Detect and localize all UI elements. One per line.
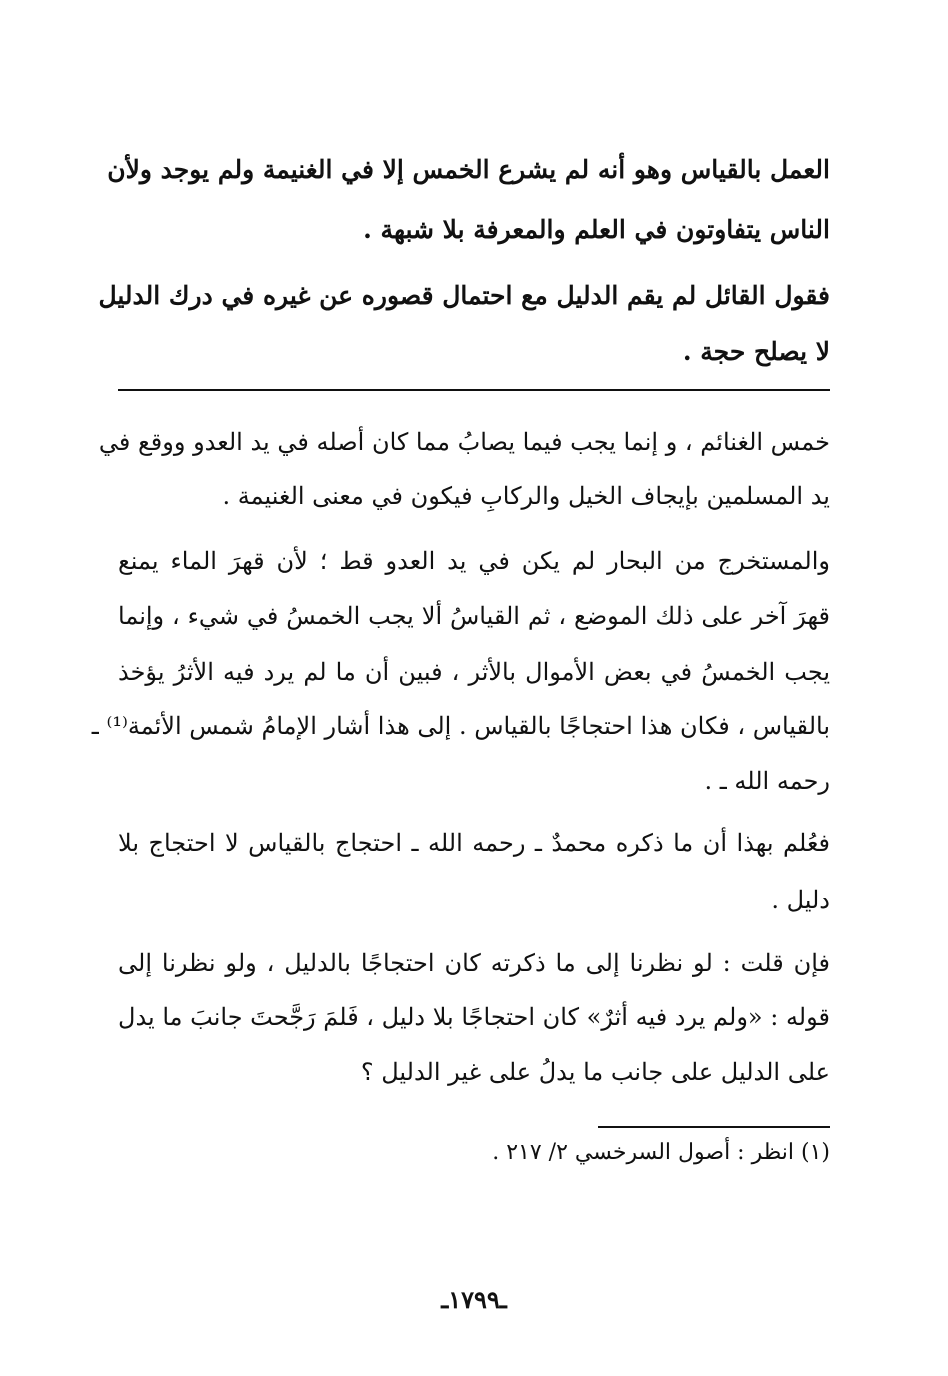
upper-text-line: العمل بالقياس وهو أنه لم يشرع الخمس إلا في الغنيمة ولم يوجد ولأن — [107, 155, 830, 184]
footnote-divider — [598, 1126, 830, 1128]
upper-text-line: فقول القائل لم يقم الدليل مع احتمال قصوره عن غيره في درك الدليل — [98, 281, 830, 310]
lower-text-line: خمس الغنائم ، و إنما يجب فيما يصابُ مما كان أصله في يد العدو ووقع في — [98, 428, 830, 456]
lower-text-line: يجب الخمسُ في بعض الأموال بالأثر ، فبين أن ما لم يرد فيه الأثرُ يؤخذ — [118, 658, 830, 686]
lower-text-line: قوله : «ولم يرد فيه أثرٌ» كان احتجاجًا بلا دليل ، فَلمَ رَجَّحتَ جانبَ ما يدل — [118, 1003, 830, 1031]
footnote: (١) انظر : أصول السرخسي ٢/ ٢١٧ . — [492, 1140, 830, 1165]
lower-text-line: والمستخرج من البحار لم يكن في يد العدو قط ؛ لأن قهرَ الماء يمنع — [118, 547, 830, 575]
lower-text-line: يد المسلمين بإيجاف الخيل والركابِ فيكون في معنى الغنيمة . — [222, 482, 830, 510]
lower-text-line: على الدليل على جانب ما يدلُ على غير الدليل ؟ — [360, 1058, 830, 1086]
upper-text-line: لا يصلح حجة . — [682, 337, 830, 366]
lower-text-line: فإن قلت : لو نظرنا إلى ما ذكرته كان احتجاجًا بالدليل ، ولو نظرنا إلى — [118, 949, 830, 977]
lower-text-line: بالقياس ، فكان هذا احتجاجًا بالقياس . إلى هذا أشار الإمامُ شمس الأئمة⁽¹⁾ ـ — [91, 712, 830, 740]
lower-text-line: دليل . — [771, 886, 830, 914]
lower-text-line: رحمه الله ـ . — [704, 767, 830, 795]
upper-text-line: الناس يتفاوتون في العلم والمعرفة بلا شبهة . — [363, 215, 830, 244]
lower-text-line: فعُلم بهذا أن ما ذكره محمدٌ ـ رحمه الله ـ احتجاج بالقياس لا احتجاج بلا — [118, 829, 830, 857]
section-divider — [118, 389, 830, 391]
page-number: ـ١٧٩٩ـ — [441, 1285, 507, 1314]
lower-text-line: قهرَ آخر على ذلك الموضع ، ثم القياسُ ألا يجب الخمسُ في شيء ، وإنما — [118, 602, 830, 630]
